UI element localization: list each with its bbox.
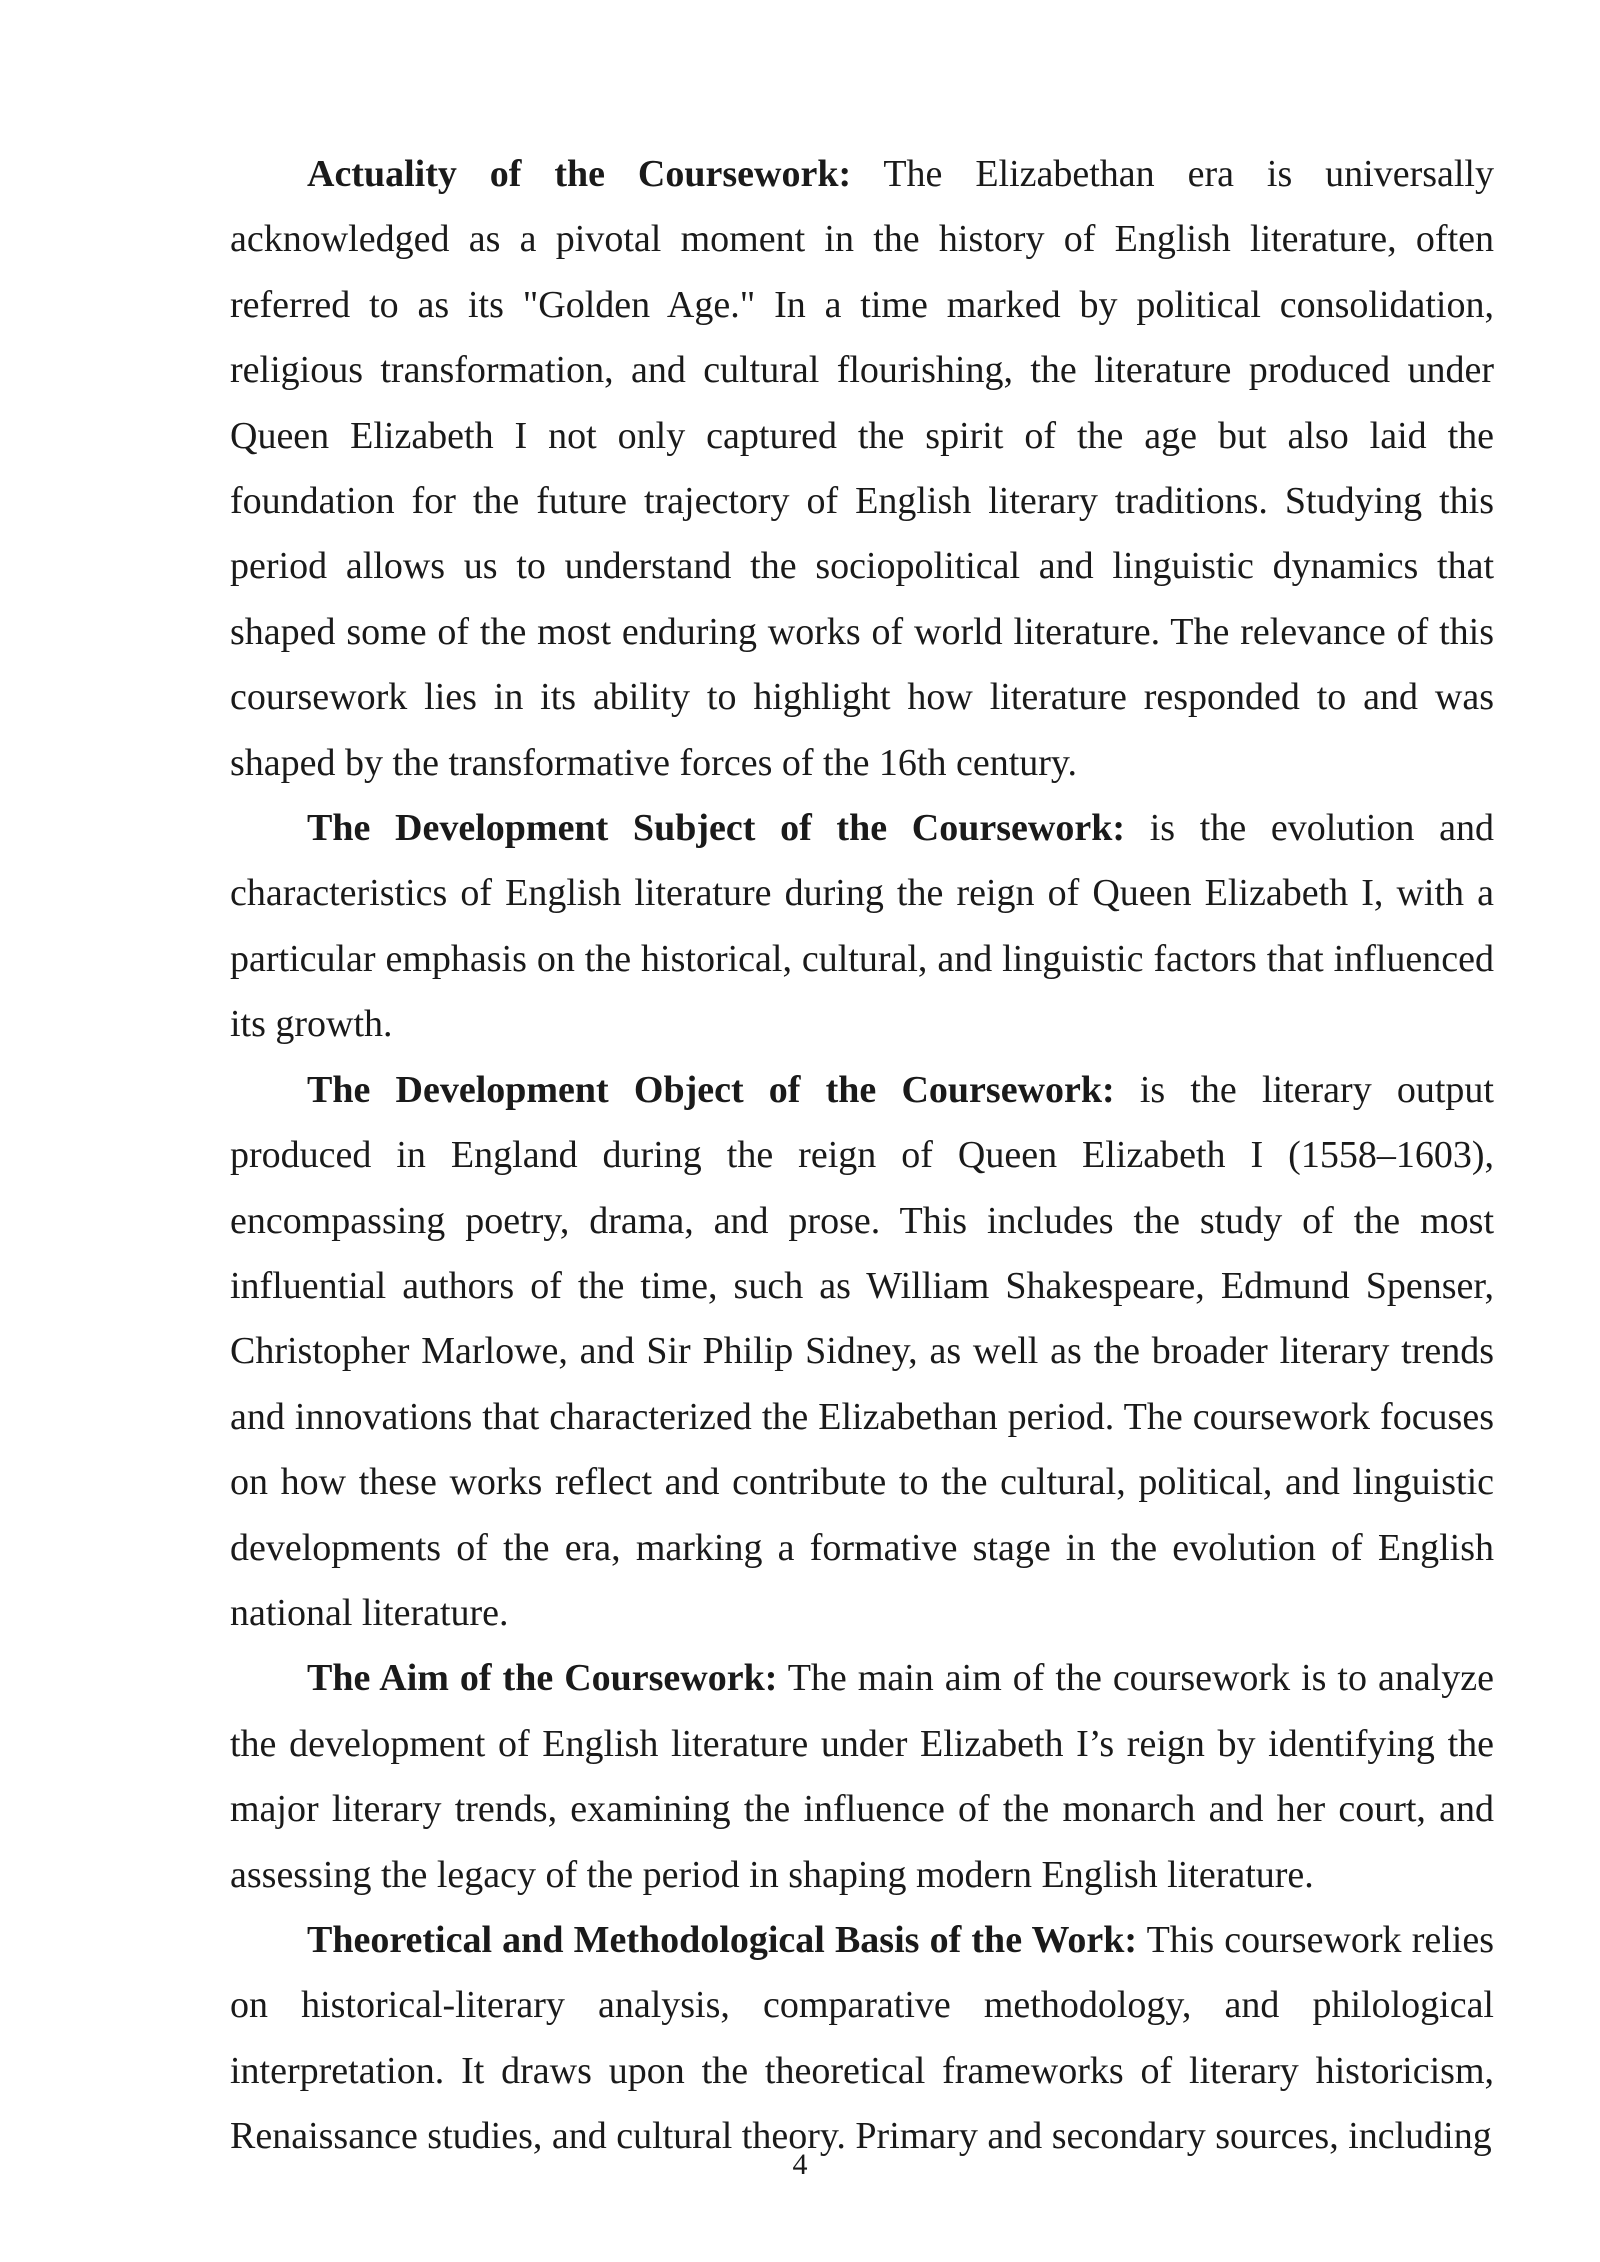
paragraph-heading: Actuality of the Coursework: — [307, 153, 852, 195]
paragraph-text: The Elizabethan era is universally acknowledged as a pivotal moment in the history of English literature, often referred to as its "Golden Age." In a time marked by political consolidation, religious transformation, and cultural flourishing, the literature produced under Queen Elizabeth I not only captured the spirit of the age but also laid the foundation for the future trajectory of English literary traditions. Studying this period allows us to understand the sociopolitical and linguistic dynamics that shaped some of the most enduring works of world literature. The relevance of this coursework lies in its ability to highlight how literature responded to and was shaped by the transformative forces of the 16th century. — [230, 153, 1494, 784]
paragraph-text: This coursework relies on historical-literary analysis, comparative methodology, and philological interpretation. It draws upon the theoretical frameworks of literary historicism, Renaissance studies, and cultural theory. Primary and secondary sources, including — [230, 1918, 1494, 2158]
paragraph-text: is the literary output produced in England during the reign of Queen Elizabeth I (1558–1603), encompassing poetry, drama, and prose. This includes the study of the most influential authors of the time, such as William Shakespeare, Edmund Spenser, Christopher Marlowe, and Sir Philip Sidney, as well as the broader literary trends and innovations that characterized the Elizabethan period. The coursework focuses on how these works reflect and contribute to the cultural, political, and linguistic developments of the era, marking a formative stage in the evolution of English national literature. — [230, 1068, 1494, 1634]
page-number: 4 — [792, 2148, 808, 2181]
paragraph-object — [230, 1058, 1494, 1647]
paragraph-heading: The Development Object of the Coursework: — [307, 1068, 1115, 1111]
paragraph-text: is the evolution and characteristics of English literature during the reign of Queen Elizabeth I, with a particular emphasis on the historical, cultural, and linguistic factors that influenced its growth. — [230, 807, 1494, 1046]
body-text — [230, 142, 1494, 2170]
paragraph-heading: The Development Subject of the Coursework: — [307, 807, 1125, 850]
paragraph-aim — [230, 1646, 1494, 1908]
paragraph-methodology — [230, 1908, 1494, 2170]
paragraph-text: The main aim of the coursework is to analyze the development of English literature under Elizabeth I’s reign by identifying the major literary trends, examining the influence of the monarch and her court, and assessing the legacy of the period in shaping modern English literature. — [230, 1657, 1495, 1896]
paragraph-subject — [230, 796, 1494, 1058]
paragraph-heading: Theoretical and Methodological Basis of the Work: — [307, 1918, 1138, 1961]
paragraph-heading: The Aim of the Coursework: — [307, 1657, 778, 1700]
paragraph-actuality — [230, 142, 1494, 796]
